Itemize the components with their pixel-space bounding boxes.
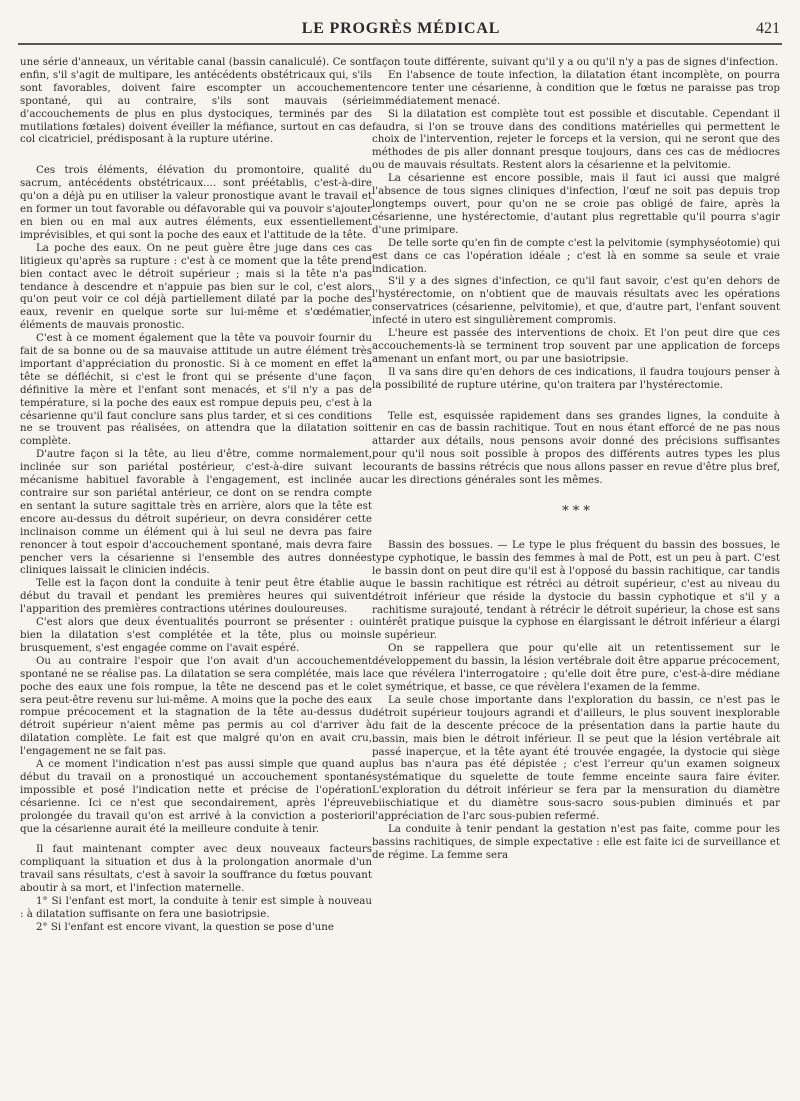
right-paragraph-5: De telle sorte qu'en fin de compte c'est la pelvitomie (symphyséotomie) qui est dans ce cas l'opération idéale ; c'est là en somme sa seule et vraie indication. xyxy=(372,236,780,275)
left-paragraph-12: 2° Si l'enfant est encore vivant, la question se pose d'une xyxy=(36,920,334,933)
header-rule xyxy=(18,43,782,45)
left-paragraph-1: une série d'anneaux, un véritable canal (bassin canaliculé). Ce sont enfin, s'il s'agit de multipare, les antécédents obstétricaux qui, s'ils sont favorables, doivent faire escompter un accouchement spontané, qui au contraire, s'ils sont mauvais (série d'accouchements de plus en plus dystociques, terminés par des mutilations fœtales) doivent éveiller la méfiance, surtout en cas de col cicatriciel, prédisposant à la rupture utérine. xyxy=(20,56,372,146)
left-paragraph-8: Ou au contraire l'espoir que l'on avait d'un accouchement spontané ne se réalise pas. La dilatation se sera complétée, mais la poche des eaux une fois rompue, la tête ne descend pas et le col sera peut-être revenu sur lui-même. A moins que la poche des eaux rompue précocement et la stagnation de la tête au-dessus du détroit supérieur n'aient même pas permis au col d'arriver à dilatation complète. Le fait est que malgré qu'on en avait cru, l'engagement ne se fait pas. xyxy=(20,654,372,758)
left-paragraph-11: 1° Si l'enfant est mort, la conduite à tenir est simple à nouveau : à dilatation suffisante on fera une basiotripsie. xyxy=(20,895,372,920)
right-paragraph-4: La césarienne est encore possible, mais il faut ici aussi que malgré l'absence de tous signes cliniques d'infection, l'œuf ne soit pas depuis trop longtemps ouvert, pour qu'on ne se croie pas obligé de faire, après la césarienne, une hystérectomie, d'autant plus regrettable qu'il pourra s'agir d'une primipare. xyxy=(372,172,780,236)
right-paragraph-11: On se rappellera que pour qu'elle ait un retentissement sur le développement du bassin, la lésion vertébrale doit être apparue précocement, ce que révélera l'interrogatoire ; qu'elle doit être pure, c'est-à-dire médiane et symétrique, et basse, ce que révèlera l'examen de la femme. xyxy=(372,642,780,693)
left-paragraph-7: C'est alors que deux éventualités pourront se présenter : ou bien la dilatation s'est complétée et la tête, plus ou moins brusquement, s'est engagée comme on l'avait espéré. xyxy=(20,616,372,654)
left-paragraph-10: Il faut maintenant compter avec deux nouveaux facteurs compliquant la situation et dus à la prolongation anormale d'un travail sans résultats, c'est à savoir la souffrance du fœtus pouvant aboutir à sa mort, et l'infection maternelle. xyxy=(20,843,372,895)
right-paragraph-9: Telle est, esquissée rapidement dans ses grandes lignes, la conduite à tenir en cas de bassin rachitique. Tout en nous étant efforcé de ne pas nous attarder aux détails, nous pensons avoir donné des précisions suffisantes pour qu'il nous soit possible à propos des différents autres types les plus courants de bassins rétrécis que nous allons passer en revue d'être plus bref, car les directions générales sont les mêmes. xyxy=(372,409,780,487)
header xyxy=(22,20,780,42)
left-paragraph-2: Ces trois éléments, élévation du promontoire, qualité du sacrum, antécédents obstétricaux.... sont préétablis, c'est-à-dire qu'on a déjà pu en utiliser la valeur pronostique avant le travail et en former un tout favorable ou défavorable qui va pouvoir s'ajouter en bien ou en mal aux autres éléments, eux essentiellement imprévisibles, et qui sont la poche des eaux et l'attitude de la tête. xyxy=(20,164,372,241)
right-paragraph-6: S'il y a des signes d'infection, ce qu'il faut savoir, c'est qu'en dehors de l'hystérectomie, on n'obtient que de mauvais résultats avec les opérations conservatrices (césarienne, pelvitomie), et que, d'autre part, l'enfant souvent infecté in utero est singulièrement compromis. xyxy=(372,275,780,327)
right-column xyxy=(372,56,780,862)
section-separator: * * * xyxy=(562,504,590,519)
left-paragraph-9: A ce moment l'indication n'est pas aussi simple que quand au début du travail on a pronostiqué un accouchement spontané impossible et posé l'indication nette et précise de l'opération césarienne. Ici ce n'est que secondairement, après l'épreuve prolongée du travail qu'on est arrivé à la conviction a posteriori que la césarienne aurait été la meilleure conduite à tenir. xyxy=(20,758,372,835)
right-paragraph-12: La seule chose importante dans l'exploration du bassin, ce n'est pas le détroit supérieur toujours agrandi et d'ailleurs, le plus souvent inexplorable du fait de la descente précoce de la présentation dans la partie haute du bassin, mais bien le détroit inférieur. Il se peut que la lésion vertébrale ait passé inaperçue, et la tête ayant été trouvée engagée, la dystocie qui siège plus bas n'aura pas été dépistée ; c'est l'erreur qu'un examen soigneux systématique du squelette de toute femme enceinte saura faire éviter. L'exploration du détroit inférieur se fera par la mensuration du diamètre biischiatique et du diamètre sous-sacro sous-pubien diminués et par l'appréciation de l'arc sous-pubien refermé. xyxy=(372,693,780,823)
right-paragraph-3: Si la dilatation est complète tout est possible et discutable. Cependant il faudra, si l'on se trouve dans des conditions matérielles qui permettent le choix de l'intervention, rejeter le forceps et la version, qui ne seront que des méthodes de pis aller donnant presque toujours, dans ces cas de médiocres ou de mauvais résultats. Restent alors la césarienne et la pelvitomie. xyxy=(372,107,780,172)
journal-title: LE PROGRÈS MÉDICAL xyxy=(301,20,501,37)
right-paragraph-10: Bassin des bossues. — Le type le plus fréquent du bassin des bossues, le type cyphotique, le bassin des femmes à mal de Pott, est un peu à part. C'est le bassin dont on peut dire qu'il est à l'opposé du bassin rachitique, car tandis que le bassin rachitique est rétréci au détroit supérieur, c'est au niveau du détroit inférieur que réside la dystocie du bassin cyphotique et s'il y a rachitisme surajouté, tendant à rétrécir le détroit supérieur, la chose est sans intérêt pratique puisque la cyphose en élargissant le détroit inférieur a élargi le supérieur. xyxy=(372,539,780,642)
left-column xyxy=(20,56,372,934)
right-paragraph-2: En l'absence de toute infection, la dilatation étant incomplète, on pourra encore tenter une césarienne, à condition que le fœtus ne paraisse pas trop immédiatement menacé. xyxy=(372,68,780,107)
left-paragraph-6: Telle est la façon dont la conduite à tenir peut être établie au début du travail et pendant les premières heures qui suivent l'apparition des premières contractions utérines douloureuses. xyxy=(20,577,372,616)
right-paragraph-13: La conduite à tenir pendant la gestation n'est pas faite, comme pour les bassins rachitiques, de simple expectative : elle est faite ici de surveillance et de régime. La femme sera xyxy=(372,822,780,861)
page-number: 421 xyxy=(756,20,780,37)
right-paragraph-7: L'heure est passée des interventions de choix. Et l'on peut dire que ces accouchements-là se terminent trop souvent par une application de forceps amenant un enfant mort, ou par une basiotripsie. xyxy=(372,327,780,365)
right-paragraph-1: façon toute différente, suivant qu'il y a ou qu'il n'y a pas de signes d'infection. xyxy=(372,56,779,68)
left-paragraph-3: La poche des eaux. On ne peut guère être juge dans ces cas litigieux qu'après sa rupture : c'est à ce moment que la tête prend bien contact avec le détroit supérieur ; mais si la tête n'a pas tendance à descendre et n'appuie pas bien sur le col, c'est alors qu'on peut voir ce col déjà partiellement dilaté par la poche des eaux, revenir en quelque sorte sur lui-même et s'œdématier, éléments de mauvais pronostic. xyxy=(20,241,372,332)
left-paragraph-4: C'est à ce moment également que la tête va pouvoir fournir du fait de sa bonne ou de sa mauvaise attitude un autre élément très important d'appréciation du pronostic. Si à ce moment en effet la tête se défléchit, si c'est le front qui se présente d'une façon définitive la mère et l'enfant sont menacés, et s'il n'y a pas de température, si la poche des eaux est rompue depuis peu, c'est à la césarienne qu'il faut conclure sans plus tarder, et si ces conditions ne se trouvent pas réalisées, on attendra que la dilatation soit complète. xyxy=(20,332,372,448)
left-paragraph-5: D'autre façon si la tête, au lieu d'être, comme normalement, inclinée sur son pariétal postérieur, c'est-à-dire suivant le mécanisme habituel favorable à l'engagement, est inclinée au contraire sur son pariétal antérieur, ce dont on se rendra compte en sentant la suture sagittale très en arrière, alors que la tête est encore au-dessus du détroit supérieur, on devra considérer cette inclinaison comme un élément qui à lui seul ne devra pas faire renoncer à tout espoir d'accouchement spontané, mais devra faire pencher vers la césarienne si l'ensemble des autres données cliniques laissait le clinicien indécis. xyxy=(20,448,372,577)
right-paragraph-8: Il va sans dire qu'en dehors de ces indications, il faudra toujours penser à la possibilité de rupture utérine, qu'on traitera par l'hystérectomie. xyxy=(372,365,780,391)
